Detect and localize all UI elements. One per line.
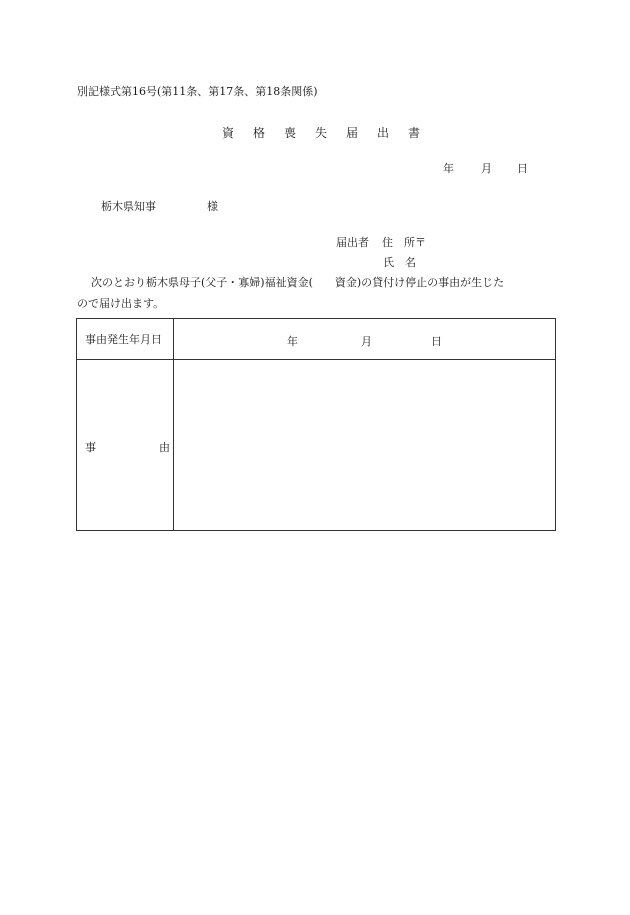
table-date-year: 年 xyxy=(287,335,298,348)
reason-value-cell[interactable] xyxy=(174,360,556,531)
reason-table xyxy=(76,318,556,531)
honorific: 様 xyxy=(207,200,218,213)
title-char-6: 出 xyxy=(377,126,390,140)
name-label: 氏 名 xyxy=(383,256,416,269)
title-char-5: 届 xyxy=(346,126,359,140)
body-text-line-1: 次のとおり栃木県母子(父子・寡婦)福祉資金( 資金)の貸付け停止の事由が生じた xyxy=(91,276,505,289)
addressee: 栃木県知事 xyxy=(101,200,156,213)
header-date-day: 日 xyxy=(517,162,528,175)
title-char-3: 喪 xyxy=(284,126,297,140)
table-date-day: 日 xyxy=(431,335,442,348)
header-date-year: 年 xyxy=(443,162,454,175)
reason-label-cell xyxy=(77,360,174,531)
body-text-line-2: ので届け出ます。 xyxy=(77,297,165,310)
table-date-month: 月 xyxy=(361,335,372,348)
title-char-2: 格 xyxy=(253,126,266,140)
header-date-month: 月 xyxy=(481,162,492,175)
table-row-reason xyxy=(77,360,556,531)
date-label-cell xyxy=(77,319,174,360)
date-label: 事由発生年月日 xyxy=(85,333,162,346)
form-reference: 別記様式第16号(第11条、第17条、第18条関係) xyxy=(77,85,318,98)
date-value-cell xyxy=(174,319,556,360)
title-char-1: 資 xyxy=(222,126,235,140)
title-char-7: 書 xyxy=(408,126,421,140)
table-row-date xyxy=(77,319,556,360)
title-char-4: 失 xyxy=(315,126,328,140)
reason-label-char-2: 由 xyxy=(159,441,170,454)
reason-label-char-1: 事 xyxy=(85,441,96,454)
address-label: 住 所〒 xyxy=(382,236,426,249)
reporter-label: 届出者 xyxy=(336,236,369,249)
